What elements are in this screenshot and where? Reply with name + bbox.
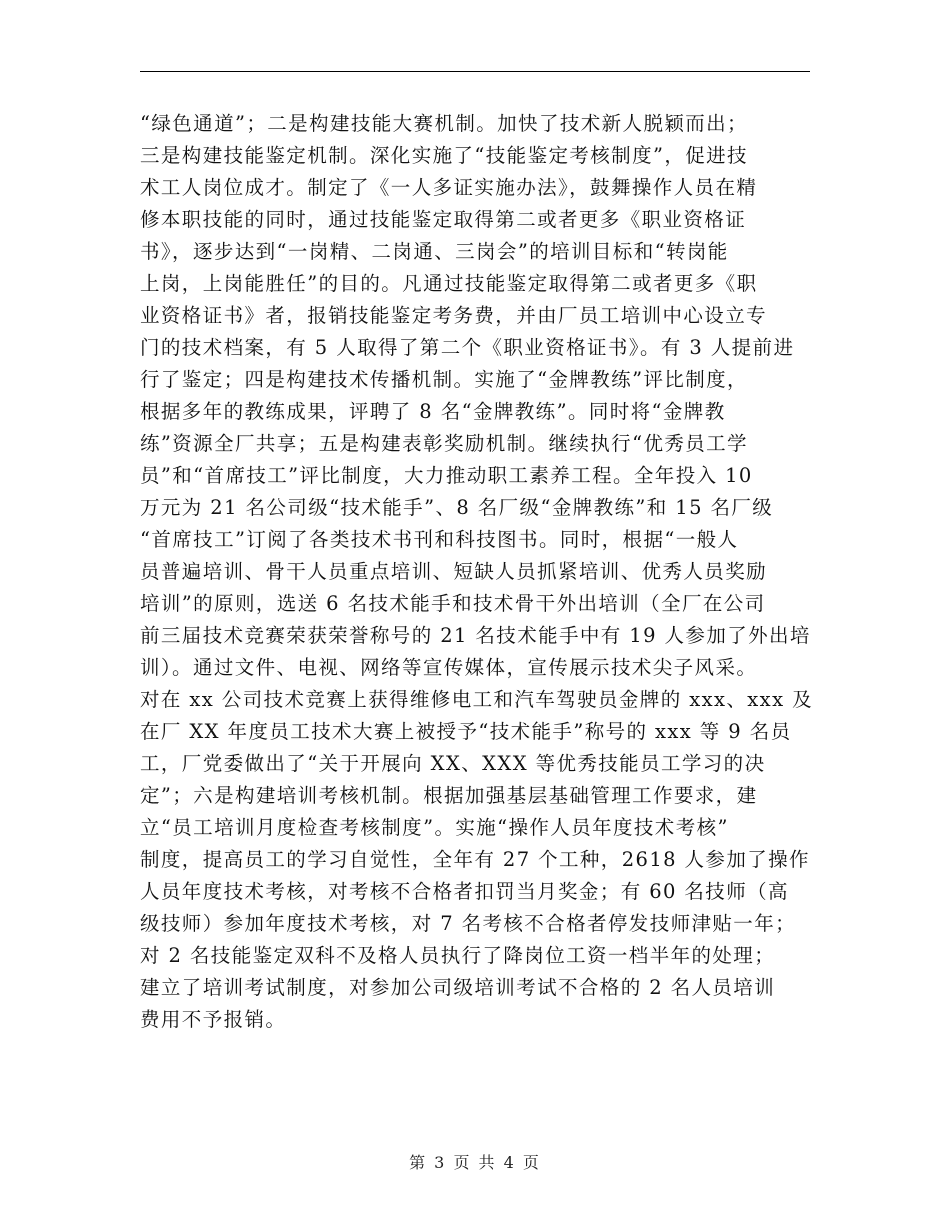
text-line: 行了鉴定；四是构建技术传播机制。实施了“金牌教练”评比制度， [140, 368, 748, 391]
text-line: “绿色通道”；二是构建技能大赛机制。加快了技术新人脱颖而出； [140, 112, 748, 135]
text-line: 根据多年的教练成果，评聘了 8 名“金牌教练”。同时将“金牌教 [140, 400, 726, 423]
text-line: 对 2 名技能鉴定双科不及格人员执行了降岗位工资一档半年的处理； [140, 944, 776, 967]
text-line: 立“员工培训月度检查考核制度”。实施“操作人员年度技术考核” [140, 816, 729, 839]
text-line: 万元为 21 名公司级“技术能手”、8 名厂级“金牌教练”和 15 名厂级 [140, 496, 774, 519]
text-line: 训）。通过文件、电视、网络等宣传媒体，宣传展示技术尖子风采。 [140, 656, 758, 679]
document-body [140, 108, 815, 1036]
text-line: 术工人岗位成才。制定了《一人多证实施办法》，鼓舞操作人员在精 [140, 176, 758, 199]
text-line: 对在 xx 公司技术竞赛上获得维修电工和汽车驾驶员金牌的 xxx、xxx 及 [140, 688, 813, 711]
text-line: 工，厂党委做出了“关于开展向 XX、XXX 等优秀技能员工学习的决 [140, 752, 766, 775]
text-line: 门的技术档案，有 5 人取得了第二个《职业资格证书》。有 3 人提前进 [140, 336, 795, 359]
text-line: 费用不予报销。 [140, 1008, 287, 1031]
text-line: 前三届技术竞赛荣获荣誉称号的 21 名技术能手中有 19 人参加了外出培 [140, 624, 811, 647]
text-line: 书》，逐步达到“一岗精、二岗通、三岗会”的培训目标和“转岗能 [140, 240, 729, 263]
text-line: 员普遍培训、骨干人员重点培训、短缺人员抓紧培训、优秀人员奖励 [140, 560, 768, 583]
text-line: 人员年度技术考核，对考核不合格者扣罚当月奖金；有 60 名技师（高 [140, 880, 789, 903]
text-line: 练”资源全厂共享；五是构建表彰奖励机制。继续执行“优秀员工学 [140, 432, 748, 455]
text-line: 制度，提高员工的学习自觉性，全年有 27 个工种，2618 人参加了操作 [140, 848, 810, 871]
text-line: 业资格证书》者，报销技能鉴定考务费，并由厂员工培训中心设立专 [140, 304, 768, 327]
text-line: 级技师）参加年度技术考核，对 7 名考核不合格者停发技师津贴一年； [140, 912, 797, 935]
text-line: 三是构建技能鉴定机制。深化实施了“技能鉴定考核制度”，促进技 [140, 144, 748, 167]
page-number-footer: 第 3 页 共 4 页 [409, 1153, 541, 1172]
text-line: 上岗，上岗能胜任”的目的。凡通过技能鉴定取得第二或者更多《职 [140, 272, 758, 295]
text-line: 培训”的原则，选送 6 名技术能手和技术骨干外出培训（全厂在公司 [140, 592, 766, 615]
text-line: 修本职技能的同时，通过技能鉴定取得第二或者更多《职业资格证 [140, 208, 747, 231]
text-line: 定”；六是构建培训考核机制。根据加强基层基础管理工作要求，建 [140, 784, 758, 807]
text-line: 在厂 XX 年度员工技术大赛上被授予“技术能手”称号的 xxx 等 9 名员 [140, 720, 792, 743]
text-line: “首席技工”订阅了各类技术书刊和科技图书。同时，根据“一般人 [140, 528, 739, 551]
header-rule [140, 71, 810, 72]
text-line: 员”和“首席技工”评比制度，大力推动职工素养工程。全年投入 10 [140, 464, 753, 487]
text-line: 建立了培训考试制度，对参加公司级培训考试不合格的 2 名人员培训 [140, 976, 776, 999]
